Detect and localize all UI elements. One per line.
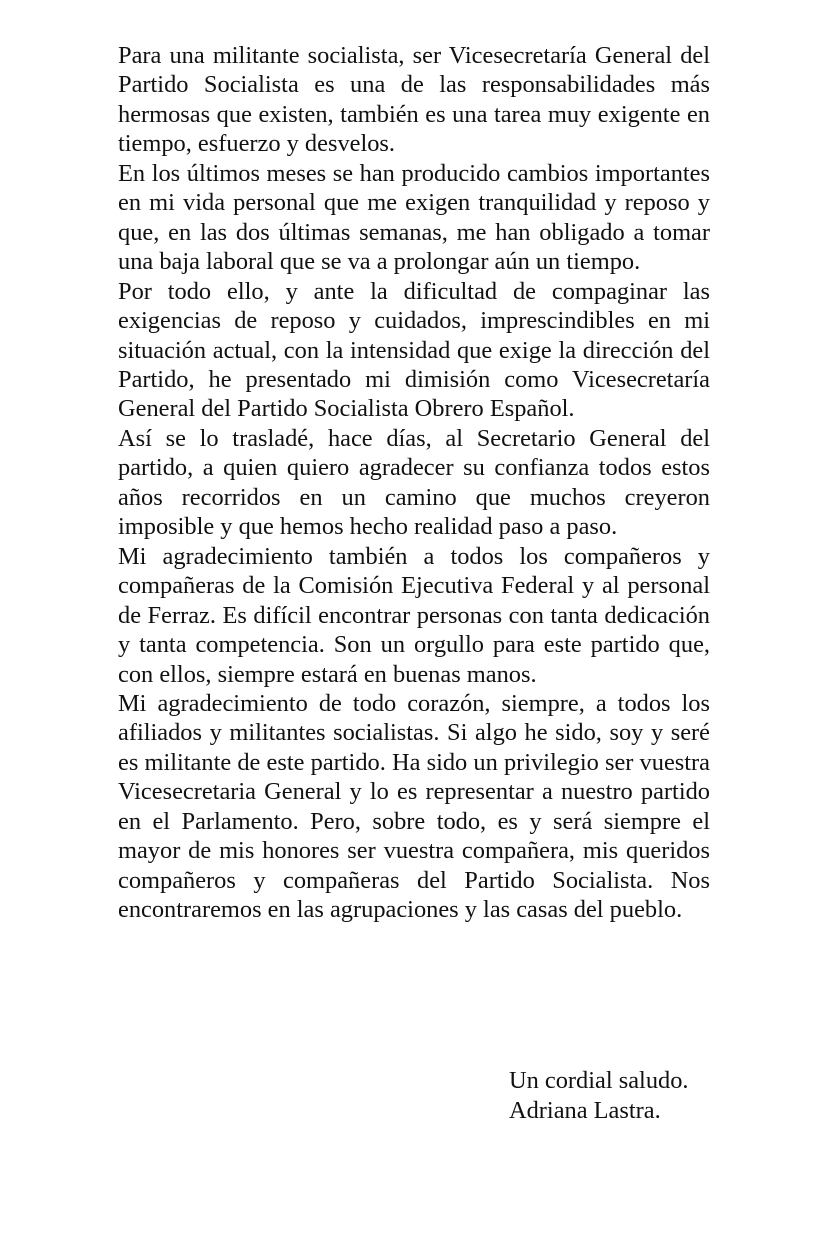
- letter-body: [118, 41, 710, 925]
- closing-greeting: Un cordial saludo.: [509, 1067, 689, 1094]
- paragraph-2: En los últimos meses se han producido cambios importantes en mi vida personal que me exigen tranquilidad y reposo y que, en las dos últimas semanas, me han obligado a tomar una baja laboral que se va a prolongar aún un tiempo.: [118, 159, 710, 276]
- paragraph-6: Mi agradecimiento de todo corazón, siempre, a todos los afiliados y militantes socialistas. Si algo he sido, soy y seré es militante de este partido. Ha sido un privilegio ser vuestra Vicesecretaria General y lo es representar a nuestro partido en el Parlamento. Pero, sobre todo, es y será siempre el mayor de mis honores ser vuestra compañera, mis queridos compañeros y compañeras del Partido Socialista. Nos encontraremos en las agrupaciones y las casas del pueblo.: [118, 689, 710, 924]
- letter-closing: [509, 1066, 769, 1125]
- signature-name: Adriana Lastra.: [509, 1096, 661, 1124]
- paragraph-4: Así se lo trasladé, hace días, al Secretario General del partido, a quien quiero agradecer su confianza todos estos años recorridos en un camino que muchos creyeron imposible y que hemos hecho realidad paso a paso.: [118, 424, 710, 541]
- paragraph-5: Mi agradecimiento también a todos los compañeros y compañeras de la Comisión Ejecutiva Federal y al personal de Ferraz. Es difícil encontrar personas con tanta dedicación y tanta competencia. Son un orgullo para este partido que, con ellos, siempre estará en buenas manos.: [118, 542, 710, 688]
- paragraph-3: Por todo ello, y ante la dificultad de compaginar las exigencias de reposo y cuidados, imprescindibles en mi situación actual, con la intensidad que exige la dirección del Partido, he presentado mi dimisión como Vicesecretaría General del Partido Socialista Obrero Español.: [118, 277, 710, 423]
- paragraph-1: Para una militante socialista, ser Vicesecretaría General del Partido Socialista es una de las responsabilidades más hermosas que existen, también es una tarea muy exigente en tiempo, esfuerzo y desvelos.: [118, 42, 710, 158]
